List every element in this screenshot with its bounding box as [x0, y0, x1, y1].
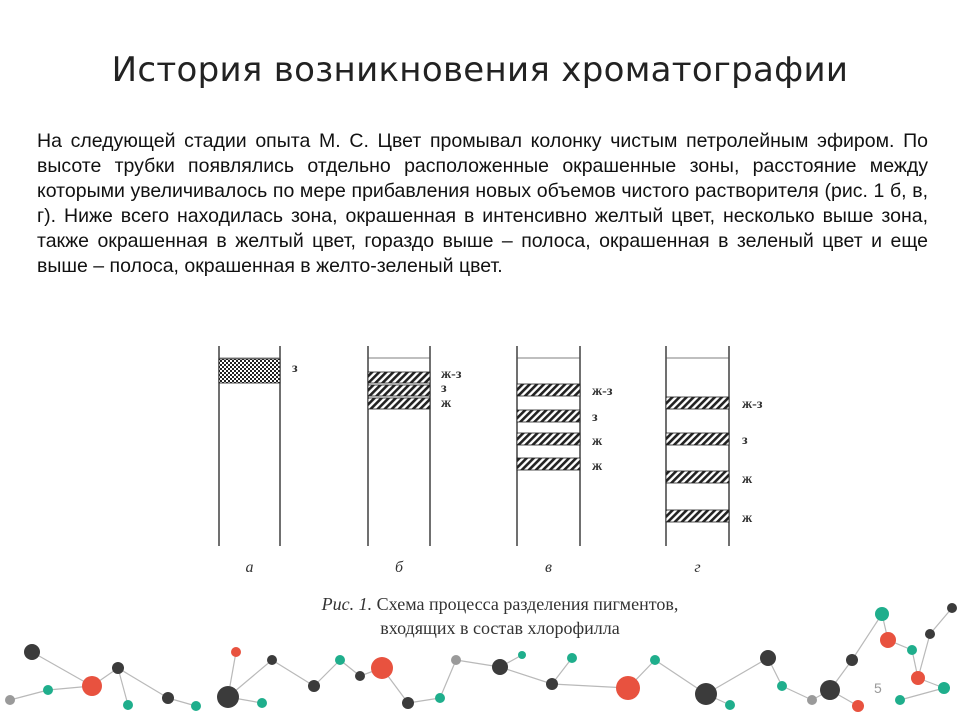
molecule-atom	[162, 692, 174, 704]
molecule-atom	[371, 657, 393, 679]
band-label: ж	[742, 472, 753, 487]
molecule-atom	[567, 653, 577, 663]
molecule-atom	[938, 682, 950, 694]
molecule-atom	[451, 655, 461, 665]
band-label: ж	[592, 459, 603, 474]
figure-caption-text1: Схема процесса разделения пигментов,	[376, 594, 679, 614]
molecule-atom	[231, 647, 241, 657]
pigment-band	[517, 458, 580, 470]
pigment-band	[666, 397, 729, 409]
molecule-atom	[777, 681, 787, 691]
molecule-atom	[546, 678, 558, 690]
molecule-atom	[112, 662, 124, 674]
column-3	[517, 346, 613, 576]
band-label: з	[441, 381, 447, 396]
molecule-atom	[846, 654, 858, 666]
band-label: ж-з	[441, 367, 462, 382]
molecule-atom	[925, 629, 935, 639]
molecule-atom	[308, 680, 320, 692]
molecule-atom	[907, 645, 917, 655]
band-label: ж	[441, 396, 452, 411]
column-1	[219, 346, 298, 576]
figure-caption-line1	[240, 594, 760, 615]
pigment-band	[517, 433, 580, 445]
molecule-bond	[930, 608, 952, 634]
band-label: з	[742, 433, 748, 448]
band-label: ж-з	[592, 384, 613, 399]
slide-title: История возникновения хроматографии	[111, 50, 849, 90]
molecule-atom	[335, 655, 345, 665]
molecule-atom	[435, 693, 445, 703]
molecule-bond	[500, 667, 552, 684]
band-label: ж-з	[742, 397, 763, 412]
molecule-atom	[267, 655, 277, 665]
molecule-bond	[440, 660, 456, 698]
molecule-atom	[5, 695, 15, 705]
band-label: ж	[742, 511, 753, 526]
molecule-atom	[807, 695, 817, 705]
column-letter: а	[245, 559, 254, 576]
column-letter: в	[545, 559, 552, 576]
molecule-atom	[355, 671, 365, 681]
molecule-atom	[123, 700, 133, 710]
molecule-atom	[616, 676, 640, 700]
molecule-atom	[852, 700, 864, 712]
molecule-bond	[10, 690, 48, 700]
column-letter: г	[694, 559, 701, 576]
molecule-atom	[695, 683, 717, 705]
band-label: з	[592, 410, 598, 425]
pigment-band	[666, 471, 729, 483]
band-label: з	[292, 361, 298, 376]
figure-caption-line2: входящих в состав хлорофилла	[380, 618, 620, 638]
body-paragraph: На следующей стадии опыта М. С. Цвет промывал колонку чистым петролейным эфиром. По высоте трубки появлялись отдельно расположенные окрашенные зоны, расстояние между которыми увеличивалось по мере прибавления новых объемов чистого растворителя (рис. 1 б, в, г). Ниже всего находилась зона, окрашенная в интенсивно желтый цвет, несколько выше зона, также окрашенная в желтый цвет, гораздо выше – полоса, окрашенная в зеленый цвет и еще выше – полоса, окрашенная в желто-зеленый цвет.	[37, 130, 928, 277]
molecule-atom	[760, 650, 776, 666]
molecule-atom	[217, 686, 239, 708]
pigment-band	[666, 433, 729, 445]
molecule-atom	[650, 655, 660, 665]
molecule-atom	[191, 701, 201, 711]
molecule-atom	[492, 659, 508, 675]
pigment-band	[517, 410, 580, 422]
molecule-bond	[900, 688, 944, 700]
pigment-band	[368, 372, 430, 383]
pigment-band	[517, 384, 580, 396]
pigment-band	[368, 385, 430, 396]
molecule-atom	[402, 697, 414, 709]
column-letter: б	[394, 559, 404, 576]
molecule-atom	[880, 632, 896, 648]
column-2	[368, 346, 462, 576]
molecule-bond	[272, 660, 314, 686]
molecule-bond	[32, 652, 92, 686]
molecule-atom	[947, 603, 957, 613]
slide-number: 5	[874, 680, 882, 696]
molecule-atom	[875, 607, 889, 621]
molecule-atom	[24, 644, 40, 660]
pigment-band	[219, 359, 280, 383]
molecule-atom	[257, 698, 267, 708]
pigment-band	[666, 510, 729, 522]
molecule-atom	[518, 651, 526, 659]
molecule-atom	[43, 685, 53, 695]
molecule-atom	[820, 680, 840, 700]
figure-caption-prefix: Рис. 1.	[321, 594, 373, 614]
molecule-atom	[82, 676, 102, 696]
pigment-band	[368, 398, 430, 409]
column-4	[666, 346, 763, 576]
band-label: ж	[592, 434, 603, 449]
molecule-atom	[895, 695, 905, 705]
molecule-atom	[725, 700, 735, 710]
molecule-bond	[852, 614, 882, 660]
molecule-atom	[911, 671, 925, 685]
